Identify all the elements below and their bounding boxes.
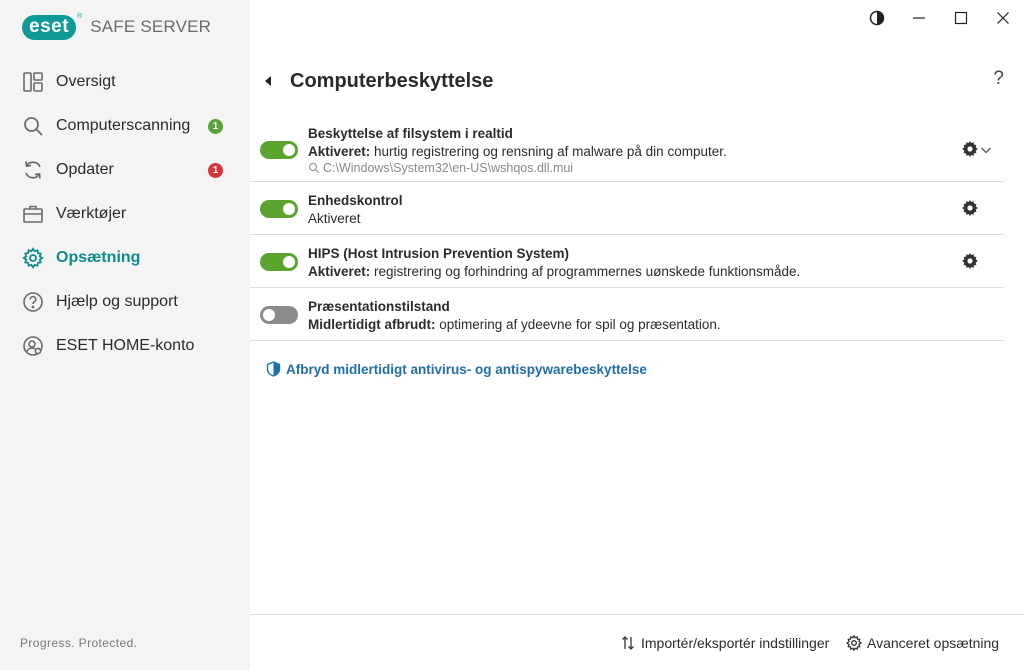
status-label: Midlertidigt afbrudt: xyxy=(308,317,436,332)
refresh-icon xyxy=(22,159,44,181)
status-text: hurtig registrering og rensning af malware på din computer. xyxy=(370,144,727,159)
help-icon xyxy=(22,291,44,313)
pause-link-label: Afbryd midlertidigt antivirus- og antispywarebeskyttelse xyxy=(286,361,647,377)
scanned-file-path xyxy=(308,161,573,175)
account-icon xyxy=(22,335,44,357)
list-item xyxy=(250,288,1004,341)
status-label: Aktiveret: xyxy=(308,264,371,279)
search-icon xyxy=(308,162,323,174)
notification-badge: 1 xyxy=(208,163,223,178)
logo-registered-mark: ® xyxy=(77,13,83,20)
status-label: Aktiveret xyxy=(308,211,361,226)
protection-status xyxy=(308,264,800,279)
presentation-mode-toggle[interactable] xyxy=(260,306,298,324)
status-text: registrering og forhindring af programmernes uønskede funktionsmåde. xyxy=(370,264,801,279)
protection-status xyxy=(308,144,727,159)
sidebar-item-label: ESET HOME-konto xyxy=(56,337,195,354)
import-export-label: Importér/eksportér indstillinger xyxy=(641,635,830,651)
page-title: Computerbeskyttelse xyxy=(290,69,494,92)
protection-title: Enhedskontrol xyxy=(308,193,403,208)
gear-icon xyxy=(22,247,44,269)
back-button[interactable] xyxy=(260,73,276,89)
sidebar-item-opsaetning[interactable] xyxy=(0,236,250,280)
pause-protection-link[interactable] xyxy=(266,361,647,377)
import-export-button[interactable] xyxy=(620,635,829,651)
protection-status xyxy=(308,317,721,332)
sidebar-item-label: Computerscanning xyxy=(56,117,191,134)
sidebar-item-hjaelp[interactable] xyxy=(0,280,250,324)
gear-icon xyxy=(846,635,862,651)
sidebar-item-opdater[interactable] xyxy=(0,148,250,192)
protection-title: HIPS (Host Intrusion Prevention System) xyxy=(308,246,570,261)
sidebar-item-label: Opdater xyxy=(56,161,114,178)
help-button[interactable]: ? xyxy=(993,68,1004,89)
toggle-knob xyxy=(283,144,295,156)
hips-toggle[interactable] xyxy=(260,253,298,271)
protection-title: Beskyttelse af filsystem i realtid xyxy=(308,126,513,141)
toggle-knob xyxy=(283,203,295,215)
gear-icon[interactable] xyxy=(961,140,979,158)
advanced-setup-label: Avanceret opsætning xyxy=(867,635,1000,651)
toggle-knob xyxy=(263,309,275,321)
sidebar xyxy=(0,0,250,670)
page-header xyxy=(260,66,493,96)
search-icon xyxy=(22,115,44,137)
sidebar-item-label: Hjælp og support xyxy=(56,293,178,310)
eset-logo xyxy=(22,13,211,41)
device-control-toggle[interactable] xyxy=(260,200,298,218)
logo-badge: eset xyxy=(22,15,76,40)
sidebar-item-label: Oversigt xyxy=(56,73,116,90)
protection-title: Præsentationstilstand xyxy=(308,299,450,314)
toggle-knob xyxy=(283,256,295,268)
sidebar-item-label: Værktøjer xyxy=(56,205,127,222)
list-item xyxy=(250,118,1004,182)
protection-list xyxy=(250,118,1004,341)
chevron-down-icon[interactable] xyxy=(980,143,992,155)
footer xyxy=(250,614,1024,670)
product-name: SAFE SERVER xyxy=(90,17,212,36)
gear-icon[interactable] xyxy=(961,199,979,217)
toolbox-icon xyxy=(22,203,44,225)
status-text: optimering af ydeevne for spil og præsentation. xyxy=(435,317,721,332)
advanced-setup-button[interactable] xyxy=(846,635,999,651)
realtime-protection-toggle[interactable] xyxy=(260,141,298,159)
sidebar-item-label: Opsætning xyxy=(56,249,141,266)
list-item xyxy=(250,182,1004,235)
gear-icon[interactable] xyxy=(961,252,979,270)
back-arrow-icon xyxy=(263,75,273,87)
dashboard-icon xyxy=(22,71,44,93)
status-label: Aktiveret: xyxy=(308,144,371,159)
file-path-text: C:\Windows\System32\en-US\wshqos.dll.mui xyxy=(323,161,574,175)
notification-badge: 1 xyxy=(208,119,223,134)
sidebar-item-oversigt[interactable] xyxy=(0,60,250,104)
protection-status xyxy=(308,211,361,226)
sidebar-item-eset-home[interactable] xyxy=(0,324,250,368)
sidebar-item-vaerktojer[interactable] xyxy=(0,192,250,236)
main-content xyxy=(250,0,1024,670)
list-item xyxy=(250,235,1004,288)
sidebar-item-computerscanning[interactable] xyxy=(0,104,250,148)
sidebar-nav xyxy=(0,60,250,368)
import-export-icon xyxy=(620,635,636,651)
tagline: Progress. Protected. xyxy=(20,636,138,650)
shield-icon xyxy=(266,361,281,377)
